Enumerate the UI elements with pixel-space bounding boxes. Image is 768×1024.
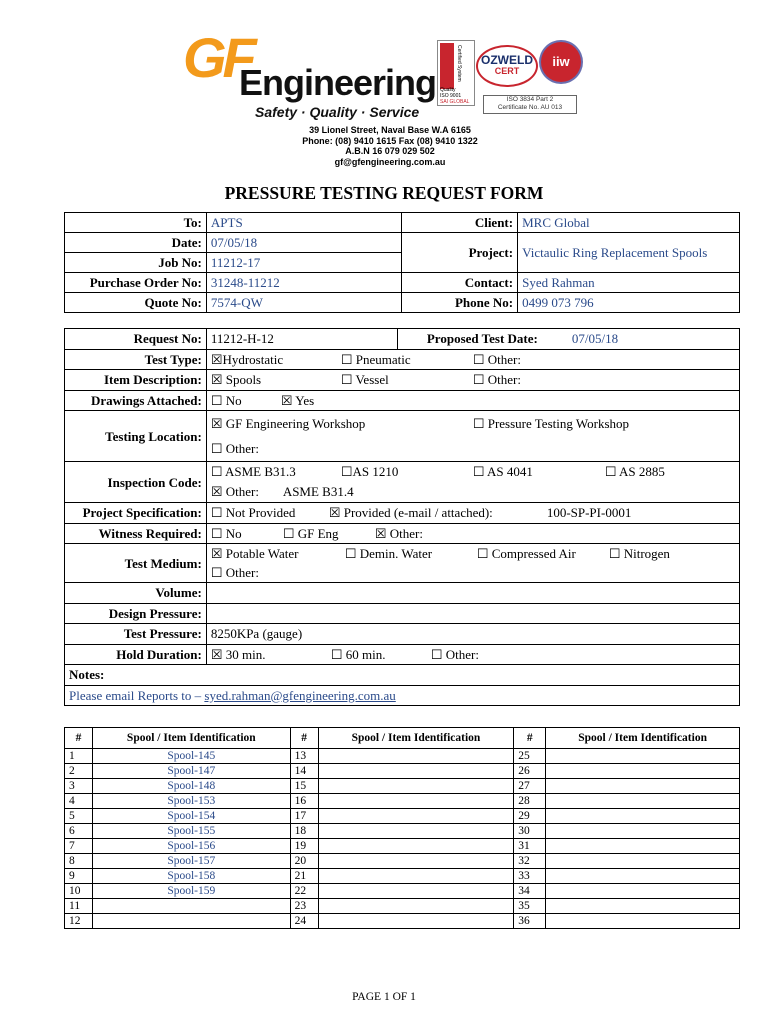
hold-duration-label: Hold Duration: <box>65 644 207 665</box>
table-row <box>65 809 740 824</box>
spool-id-cell[interactable] <box>318 749 514 764</box>
row-number: 28 <box>514 794 546 809</box>
job-label: Job No: <box>65 253 207 273</box>
spool-table-header <box>65 728 740 749</box>
table-row <box>65 869 740 884</box>
company-logo <box>183 26 437 122</box>
row-number: 25 <box>514 749 546 764</box>
spool-id-cell[interactable] <box>546 764 740 779</box>
page-footer: PAGE 1 OF 1 <box>352 991 416 1003</box>
ozweld-badge <box>476 45 538 87</box>
row-number: 14 <box>290 764 318 779</box>
design-pressure-label: Design Pressure: <box>65 603 207 624</box>
table-row <box>65 899 740 914</box>
item-other-checkbox[interactable]: ☐ Other: <box>472 372 521 388</box>
quote-value[interactable]: 7574-QW <box>206 293 401 313</box>
row-number: 18 <box>290 824 318 839</box>
spool-id-cell[interactable] <box>546 779 740 794</box>
spool-id-cell[interactable] <box>318 779 514 794</box>
spool-id-cell[interactable] <box>546 884 740 899</box>
witness-no-checkbox[interactable]: ☐ No <box>210 525 242 541</box>
spec-document-value[interactable]: 100-SP-PI-0001 <box>546 505 632 521</box>
table-row <box>65 839 740 854</box>
row-number: 3 <box>65 779 93 794</box>
asme-b313-checkbox[interactable]: ☐ ASME B31.3 <box>210 464 296 479</box>
table-row <box>65 884 740 899</box>
spool-id-cell[interactable] <box>318 914 514 929</box>
address-line: 39 Lionel Street, Naval Base W.A 6165 <box>309 125 471 135</box>
spool-id-cell[interactable] <box>318 764 514 779</box>
inspection-code-label: Inspection Code: <box>65 462 207 503</box>
col-id-header: Spool / Item Identification <box>318 728 514 749</box>
test-medium-label: Test Medium: <box>65 544 207 583</box>
project-spec-label: Project Specification: <box>65 503 207 524</box>
row-number: 36 <box>514 914 546 929</box>
iso-cert-box <box>483 95 577 114</box>
potable-water-checkbox[interactable]: ☒ Potable Water <box>210 546 299 561</box>
test-type-options <box>206 349 739 370</box>
witness-gf-checkbox[interactable]: ☐ GF Eng <box>282 525 339 541</box>
row-number: 30 <box>514 824 546 839</box>
drawings-label: Drawings Attached: <box>65 390 207 411</box>
table-row <box>65 749 740 764</box>
contact-value[interactable]: Syed Rahman <box>518 273 740 293</box>
project-label: Project: <box>402 233 518 273</box>
notes-content <box>65 685 740 706</box>
spool-id-cell[interactable] <box>318 839 514 854</box>
spool-id-cell[interactable] <box>546 914 740 929</box>
item-description-label: Item Description: <box>65 370 207 391</box>
pneumatic-checkbox[interactable]: ☐ Pneumatic <box>340 351 411 367</box>
client-label: Client: <box>402 213 518 233</box>
spool-id-cell[interactable]: Spool-148 <box>92 779 290 794</box>
address-line: Phone: (08) 9410 1615 Fax (08) 9410 1322 <box>302 135 478 146</box>
quality-cert-badge <box>437 40 475 106</box>
as4041-checkbox[interactable]: ☐ AS 4041 <box>472 464 533 479</box>
table-row <box>65 854 740 869</box>
row-number: 13 <box>290 749 318 764</box>
row-number: 9 <box>65 869 93 884</box>
proposed-date-label: Proposed Test Date: <box>398 329 542 350</box>
company-address <box>290 125 490 167</box>
row-number: 6 <box>65 824 93 839</box>
medium-other-checkbox[interactable]: ☐ Other: <box>210 565 259 580</box>
col-num-header: # <box>290 728 318 749</box>
row-number: 8 <box>65 854 93 869</box>
cert-band <box>440 43 454 89</box>
drawings-options <box>206 390 739 411</box>
demin-water-checkbox[interactable]: ☐ Demin. Water <box>344 546 433 561</box>
form-title: PRESSURE TESTING REQUEST FORM <box>224 183 544 203</box>
spool-id-cell[interactable] <box>318 869 514 884</box>
col-id-header: Spool / Item Identification <box>546 728 740 749</box>
cert-line: SAI GLOBAL <box>440 99 470 105</box>
date-label: Date: <box>65 233 207 253</box>
spool-id-cell[interactable] <box>546 794 740 809</box>
hold-other-checkbox[interactable]: ☐ Other: <box>430 646 479 662</box>
col-num-header: # <box>514 728 546 749</box>
location-other-checkbox[interactable]: ☐ Other: <box>210 441 259 456</box>
spools-checkbox[interactable]: ☒ Spools <box>210 372 262 388</box>
row-number: 21 <box>290 869 318 884</box>
iso-line: Certificate No. AU 013 <box>497 103 563 111</box>
row-number: 32 <box>514 854 546 869</box>
test-medium-options <box>206 544 739 583</box>
test-pressure-value[interactable]: 8250KPa (gauge) <box>206 624 739 645</box>
spec-not-provided-checkbox[interactable]: ☐ Not Provided <box>210 505 296 521</box>
info-table <box>64 212 740 313</box>
row-number: 29 <box>514 809 546 824</box>
row-number: 17 <box>290 809 318 824</box>
request-label: Request No: <box>65 329 207 350</box>
spool-id-cell[interactable] <box>318 809 514 824</box>
row-number: 1 <box>65 749 93 764</box>
inspection-other-value[interactable]: ASME B31.4 <box>282 484 354 499</box>
iso-line: ISO 3834 Part 2 <box>506 96 554 103</box>
spool-id-cell[interactable] <box>318 854 514 869</box>
spool-id-cell[interactable] <box>92 899 290 914</box>
row-number: 26 <box>514 764 546 779</box>
address-line: A.B.N 16 079 029 502 <box>345 146 435 156</box>
notes-label: Notes: <box>65 665 740 686</box>
cert-line: Quality <box>440 87 456 93</box>
testing-location-label: Testing Location: <box>65 411 207 462</box>
hold-60-checkbox[interactable]: ☐ 60 min. <box>330 646 386 662</box>
spool-id-cell[interactable] <box>546 824 740 839</box>
request-value[interactable]: 11212-H-12 <box>206 329 398 350</box>
row-number: 23 <box>290 899 318 914</box>
design-pressure-value[interactable] <box>206 603 739 624</box>
phone-value[interactable]: 0499 073 796 <box>518 293 740 313</box>
row-number: 15 <box>290 779 318 794</box>
volume-value[interactable] <box>206 583 739 604</box>
row-number: 22 <box>290 884 318 899</box>
logo-engineering: Engineering <box>239 62 437 103</box>
po-label: Purchase Order No: <box>65 273 207 293</box>
inspection-code-options <box>206 462 739 503</box>
ozweld-text: OZWELD <box>481 53 533 67</box>
spool-id-cell[interactable] <box>546 854 740 869</box>
to-label: To: <box>65 213 207 233</box>
col-num-header: # <box>65 728 93 749</box>
spool-id-cell[interactable]: Spool-147 <box>92 764 290 779</box>
client-value[interactable]: MRC Global <box>518 213 740 233</box>
spool-id-cell[interactable]: Spool-156 <box>92 839 290 854</box>
row-number: 4 <box>65 794 93 809</box>
spool-id-cell[interactable]: Spool-153 <box>92 794 290 809</box>
spool-id-cell[interactable] <box>92 914 290 929</box>
row-number: 24 <box>290 914 318 929</box>
test-pressure-label: Test Pressure: <box>65 624 207 645</box>
table-row <box>65 914 740 929</box>
address-line: gf@gfengineering.com.au <box>334 156 446 167</box>
inspection-other-checkbox[interactable]: ☒ Other: <box>210 484 259 499</box>
proposed-date-value[interactable]: 07/05/18 <box>542 329 740 350</box>
row-number: 27 <box>514 779 546 794</box>
pressure-workshop-checkbox[interactable]: ☐ Pressure Testing Workshop <box>472 416 629 431</box>
witness-options <box>206 523 739 544</box>
row-number: 12 <box>65 914 93 929</box>
phone-label: Phone No: <box>402 293 518 313</box>
row-number: 16 <box>290 794 318 809</box>
ozweld-cert-text: CERT <box>494 66 520 76</box>
spool-id-cell[interactable] <box>318 824 514 839</box>
spec-provided-checkbox[interactable]: ☒ Provided (e-mail / attached): <box>328 505 493 521</box>
as1210-checkbox[interactable]: ☐AS 1210 <box>340 464 399 479</box>
job-value[interactable]: 11212-17 <box>206 253 401 273</box>
cert-side-text: Certified System <box>456 45 462 82</box>
notes-prefix: Please email Reports to – <box>69 687 205 703</box>
spool-id-cell[interactable]: Spool-155 <box>92 824 290 839</box>
notes-email-link[interactable]: syed.rahman@gfengineering.com.au <box>204 687 396 703</box>
logo-gf: GF <box>183 26 253 89</box>
row-number: 11 <box>65 899 93 914</box>
hold-duration-options <box>206 644 739 665</box>
project-value[interactable]: Victaulic Ring Replacement Spools <box>518 233 740 273</box>
spool-id-cell[interactable] <box>546 839 740 854</box>
compressed-air-checkbox[interactable]: ☐ Compressed Air <box>476 546 576 561</box>
spool-id-cell[interactable]: Spool-159 <box>92 884 290 899</box>
cert-line: ISO 9001 <box>440 93 462 99</box>
test-type-other-checkbox[interactable]: ☐ Other: <box>472 351 521 367</box>
row-number: 34 <box>514 884 546 899</box>
cert-text <box>440 87 469 105</box>
volume-label: Volume: <box>65 583 207 604</box>
table-row <box>65 794 740 809</box>
drawings-no-checkbox[interactable]: ☐ No <box>210 392 242 408</box>
iiw-badge: iiw <box>541 42 581 82</box>
to-value[interactable]: APTS <box>206 213 401 233</box>
spool-id-cell[interactable]: Spool-145 <box>92 749 290 764</box>
item-description-options <box>206 370 739 391</box>
testing-location-options <box>206 411 739 462</box>
spool-table <box>64 727 740 929</box>
witness-other-checkbox[interactable]: ☒ Other: <box>374 525 423 541</box>
po-value[interactable]: 31248-11212 <box>206 273 401 293</box>
table-row <box>65 764 740 779</box>
col-id-header: Spool / Item Identification <box>92 728 290 749</box>
row-number: 35 <box>514 899 546 914</box>
hydrostatic-checkbox[interactable]: ☒Hydrostatic <box>210 351 284 367</box>
spool-id-cell[interactable] <box>318 794 514 809</box>
details-table <box>64 328 740 706</box>
as2885-checkbox[interactable]: ☐ AS 2885 <box>604 464 665 479</box>
spool-id-cell[interactable] <box>546 749 740 764</box>
contact-label: Contact: <box>402 273 518 293</box>
spool-id-cell[interactable] <box>546 809 740 824</box>
spool-table-body <box>65 749 740 929</box>
row-number: 2 <box>65 764 93 779</box>
table-row <box>65 824 740 839</box>
row-number: 33 <box>514 869 546 884</box>
row-number: 5 <box>65 809 93 824</box>
spool-id-cell[interactable] <box>546 869 740 884</box>
gf-workshop-checkbox[interactable]: ☒ GF Engineering Workshop <box>210 416 366 431</box>
hold-30-checkbox[interactable]: ☒ 30 min. <box>210 646 266 662</box>
vessel-checkbox[interactable]: ☐ Vessel <box>340 372 389 388</box>
row-number: 7 <box>65 839 93 854</box>
spool-id-cell[interactable] <box>318 899 514 914</box>
row-number: 10 <box>65 884 93 899</box>
row-number: 19 <box>290 839 318 854</box>
date-value[interactable]: 07/05/18 <box>206 233 401 253</box>
test-type-label: Test Type: <box>65 349 207 370</box>
spool-id-cell[interactable] <box>546 899 740 914</box>
spool-id-cell[interactable]: Spool-154 <box>92 809 290 824</box>
logo-tagline: Safety · Quality · Service <box>255 104 420 120</box>
spool-id-cell[interactable]: Spool-157 <box>92 854 290 869</box>
drawings-yes-checkbox[interactable]: ☒ Yes <box>280 392 315 408</box>
spool-id-cell[interactable]: Spool-158 <box>92 869 290 884</box>
witness-label: Witness Required: <box>65 523 207 544</box>
spool-id-cell[interactable] <box>318 884 514 899</box>
nitrogen-checkbox[interactable]: ☐ Nitrogen <box>608 546 670 561</box>
row-number: 31 <box>514 839 546 854</box>
quote-label: Quote No: <box>65 293 207 313</box>
row-number: 20 <box>290 854 318 869</box>
project-spec-options <box>206 503 739 524</box>
table-row <box>65 779 740 794</box>
